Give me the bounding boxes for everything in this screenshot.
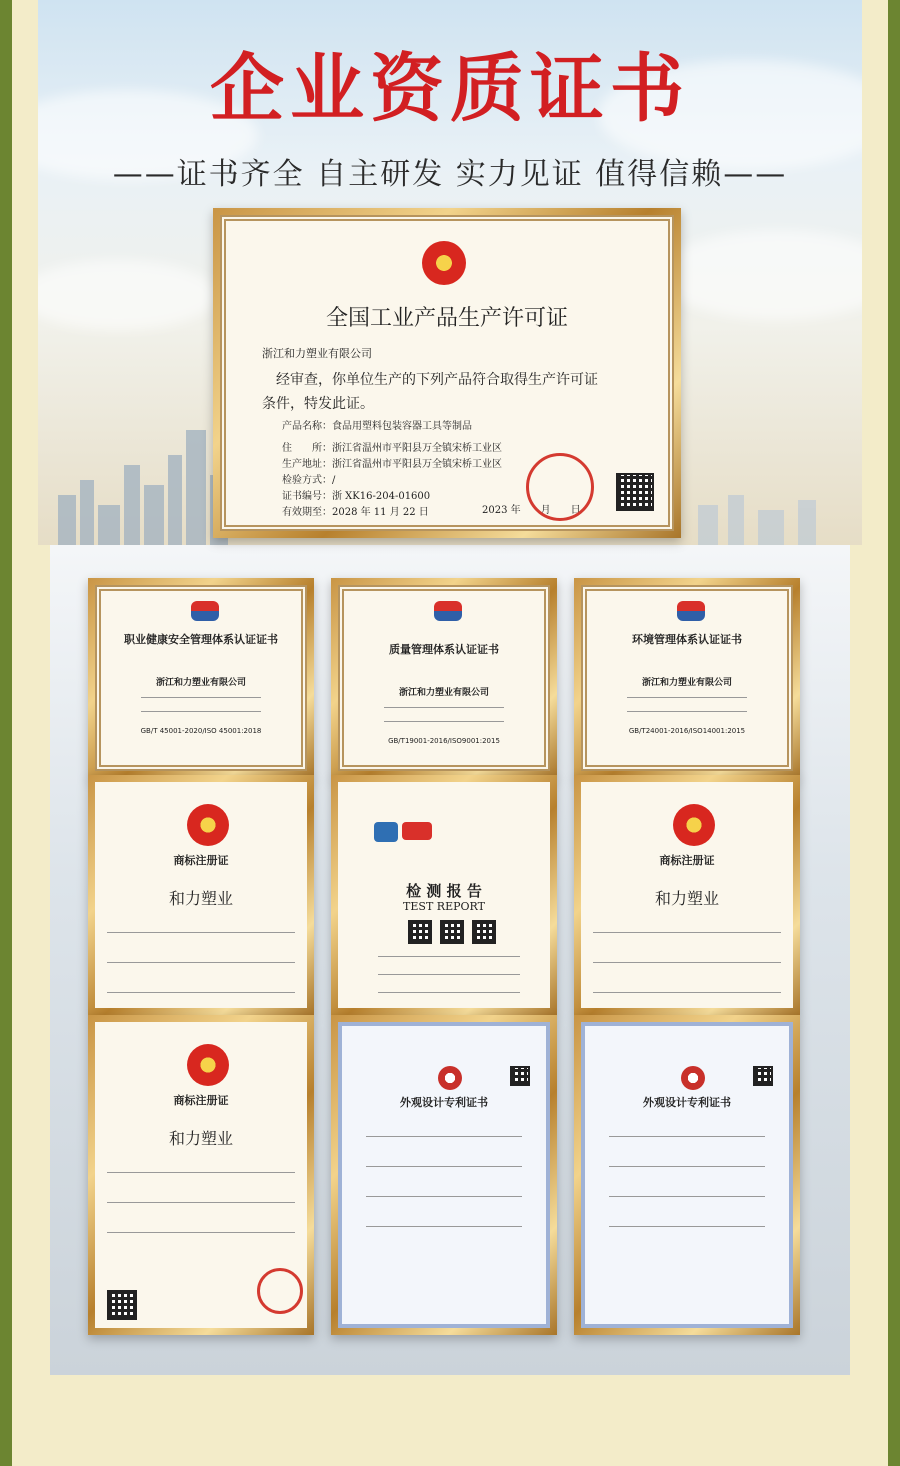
left-green-border bbox=[0, 0, 12, 1466]
environment-company: 浙江和力塑业有限公司 bbox=[641, 678, 732, 688]
patent-title: 外观设计专利证书 bbox=[400, 1096, 488, 1109]
trademark-title: 商标注册证 bbox=[173, 1094, 229, 1107]
license-production-address: 生产地址：浙江省温州市平阳县万全镇宋桥工业区 bbox=[282, 459, 502, 470]
cma-logo-icon bbox=[402, 822, 432, 840]
license-inspection: 检验方式：/ bbox=[282, 475, 336, 486]
qr-code-icon bbox=[510, 1066, 530, 1086]
national-emblem-icon bbox=[673, 804, 715, 846]
bottom-band bbox=[50, 1375, 850, 1466]
license-text-2: 条件，特发此证。 bbox=[262, 396, 374, 412]
official-seal-icon bbox=[526, 453, 594, 521]
ohs-standard: GB/T 45001-2020/ISO 45001:2018 bbox=[140, 727, 262, 735]
trademark-certificate-1 bbox=[88, 775, 314, 1015]
trademark-certificate-3 bbox=[88, 1015, 314, 1335]
patent-office-logo-icon bbox=[681, 1066, 705, 1090]
certification-logo-icon bbox=[434, 601, 462, 621]
ohs-company: 浙江和力塑业有限公司 bbox=[155, 678, 246, 688]
patent-title: 外观设计专利证书 bbox=[643, 1096, 731, 1109]
design-patent-certificate-1 bbox=[331, 1015, 557, 1335]
test-report bbox=[331, 775, 557, 1015]
production-license-certificate bbox=[213, 208, 681, 538]
qr-code-icon bbox=[472, 920, 496, 944]
right-green-border bbox=[888, 0, 900, 1466]
ohs-title: 职业健康安全管理体系认证证书 bbox=[124, 633, 278, 646]
license-product: 产品名称：食品用塑料包装容器工具等制品 bbox=[282, 421, 472, 432]
qr-code-icon bbox=[616, 473, 654, 511]
page-subtitle: ——证书齐全 自主研发 实力见证 值得信赖—— bbox=[112, 157, 788, 192]
quality-management-certificate bbox=[331, 578, 557, 778]
trademark-title: 商标注册证 bbox=[659, 854, 715, 867]
test-report-subtitle: TEST REPORT bbox=[403, 900, 485, 913]
license-address: 住 所：浙江省温州市平阳县万全镇宋桥工业区 bbox=[282, 443, 502, 454]
trademark-mark: 和力塑业 bbox=[654, 889, 719, 908]
national-emblem-icon bbox=[422, 241, 466, 285]
license-issue-date: 2023 年 月 日 bbox=[482, 505, 581, 516]
trademark-mark: 和力塑业 bbox=[168, 1129, 233, 1148]
qr-code-icon bbox=[440, 920, 464, 944]
quality-standard: GB/T19001-2016/ISO9001:2015 bbox=[388, 737, 500, 745]
ohs-management-certificate bbox=[88, 578, 314, 778]
trademark-mark: 和力塑业 bbox=[168, 889, 233, 908]
page-title: 企业资质证书 bbox=[210, 46, 690, 132]
national-emblem-icon bbox=[187, 1044, 229, 1086]
environment-standard: GB/T24001-2016/ISO14001:2015 bbox=[628, 727, 746, 735]
test-report-title: 检 测 报 告 bbox=[406, 882, 482, 900]
qr-code-icon bbox=[753, 1066, 773, 1086]
license-valid-until: 有效期至：2028 年 11 月 22 日 bbox=[282, 507, 429, 518]
license-number: 证书编号：浙 XK16-204-01600 bbox=[282, 491, 431, 502]
national-emblem-icon bbox=[187, 804, 229, 846]
trademark-certificate-2 bbox=[574, 775, 800, 1015]
qr-code-icon bbox=[408, 920, 432, 944]
license-text-1: 经审查，你单位生产的下列产品符合取得生产许可证 bbox=[276, 372, 598, 388]
patent-office-logo-icon bbox=[438, 1066, 462, 1090]
design-patent-certificate-2 bbox=[574, 1015, 800, 1335]
certification-logo-icon bbox=[191, 601, 219, 621]
environment-title: 环境管理体系认证证书 bbox=[632, 633, 742, 646]
quality-company: 浙江和力塑业有限公司 bbox=[398, 688, 489, 698]
qr-code-icon bbox=[107, 1290, 137, 1320]
inspection-logo-icon bbox=[374, 822, 398, 842]
license-title: 全国工业产品生产许可证 bbox=[325, 306, 568, 331]
quality-title: 质量管理体系认证证书 bbox=[389, 643, 499, 656]
environment-management-certificate bbox=[574, 578, 800, 778]
trademark-title: 商标注册证 bbox=[173, 854, 229, 867]
certification-logo-icon bbox=[677, 601, 705, 621]
license-company: 浙江和力塑业有限公司 bbox=[262, 347, 372, 360]
official-seal-icon bbox=[257, 1268, 303, 1314]
